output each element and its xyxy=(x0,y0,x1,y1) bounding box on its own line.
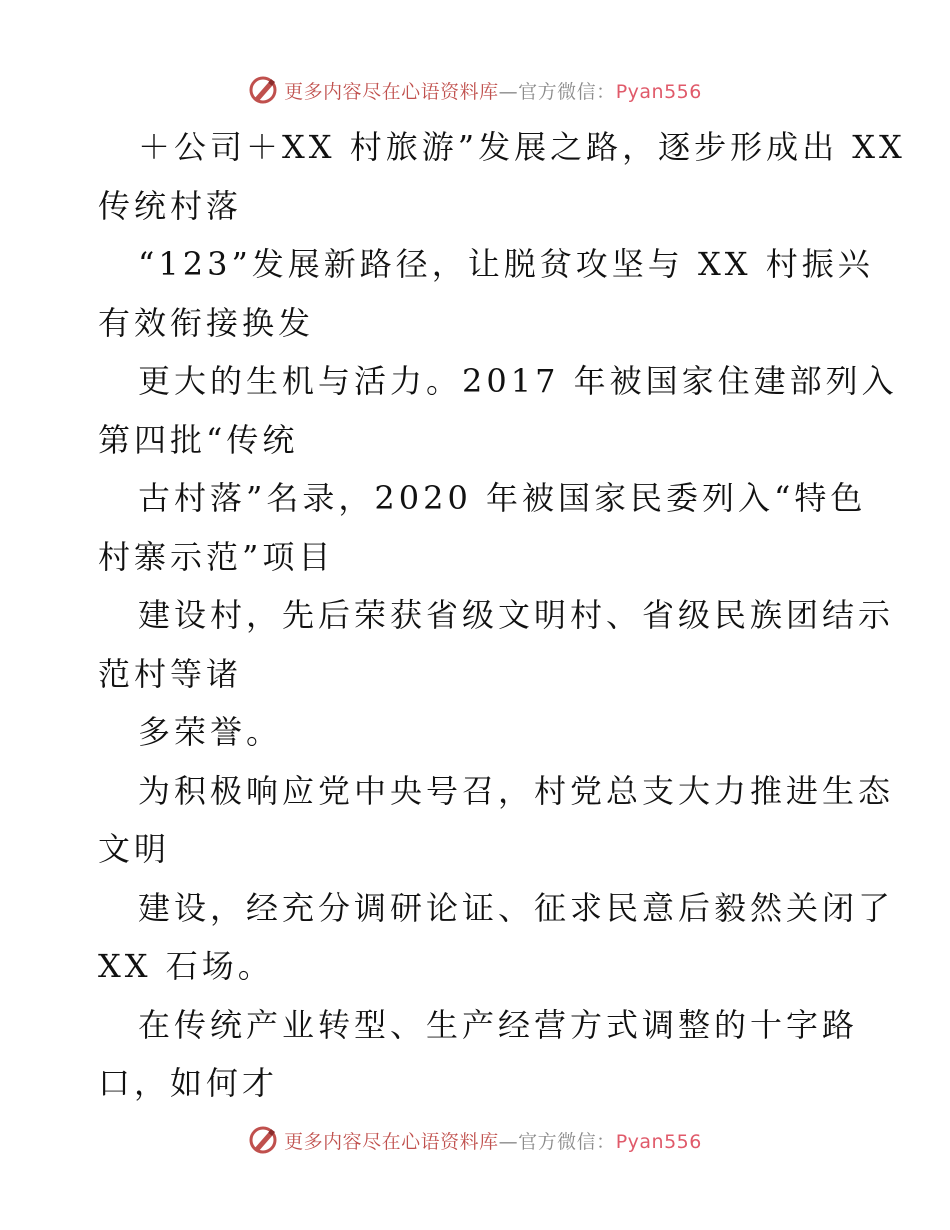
banner-brand: 更多内容尽在心语资料库 xyxy=(284,1130,499,1153)
text-line: 为积极响应党中央号召，村党总支大力推进生态 xyxy=(138,771,895,810)
banner-label: 官方微信： xyxy=(518,1130,616,1153)
banner-label: 官方微信： xyxy=(518,80,616,103)
text-line: 传统村落 xyxy=(98,186,243,225)
text-line: 建设，经充分调研论证、征求民意后毅然关闭了 xyxy=(138,888,895,927)
text-line: 第四批“传统 xyxy=(98,420,299,459)
footer-banner xyxy=(0,1120,950,1160)
text-line: 有效衔接换发 xyxy=(98,303,315,342)
text-line: 村寨示范”项目 xyxy=(98,537,335,576)
pen-logo-icon xyxy=(248,75,278,105)
text-line: 多荣誉。 xyxy=(138,713,283,751)
text-line: XX 石场。 xyxy=(98,947,274,985)
banner-dash: — xyxy=(498,80,519,103)
document-body xyxy=(98,118,906,1113)
banner-account: Pyan556 xyxy=(615,1130,702,1153)
text-line: 更大的生机与活力。2017 年被国家住建部列入 xyxy=(138,362,898,400)
text-line: 古村落”名录，2020 年被国家民委列入“特色 xyxy=(138,479,867,517)
text-line: 在传统产业转型、生产经营方式调整的十字路 xyxy=(138,1005,859,1044)
header-banner xyxy=(0,70,950,110)
banner-text xyxy=(284,1127,702,1154)
text-line: 文明 xyxy=(98,830,171,868)
banner-account: Pyan556 xyxy=(615,80,702,103)
text-line: 范村等诸 xyxy=(98,654,243,693)
text-line: 建设村，先后荣获省级文明村、省级民族团结示 xyxy=(138,596,895,634)
banner-dash: — xyxy=(498,1130,519,1153)
banner-brand: 更多内容尽在心语资料库 xyxy=(284,80,499,103)
pen-logo-icon xyxy=(248,1125,278,1155)
text-line: ＋公司＋XX 村旅游”发展之路，逐步形成出 XX xyxy=(138,128,906,166)
text-line: 口，如何才 xyxy=(98,1064,279,1102)
banner-text xyxy=(284,77,702,104)
text-line: “123”发展新路径，让脱贫攻坚与 XX 村振兴 xyxy=(138,245,874,283)
